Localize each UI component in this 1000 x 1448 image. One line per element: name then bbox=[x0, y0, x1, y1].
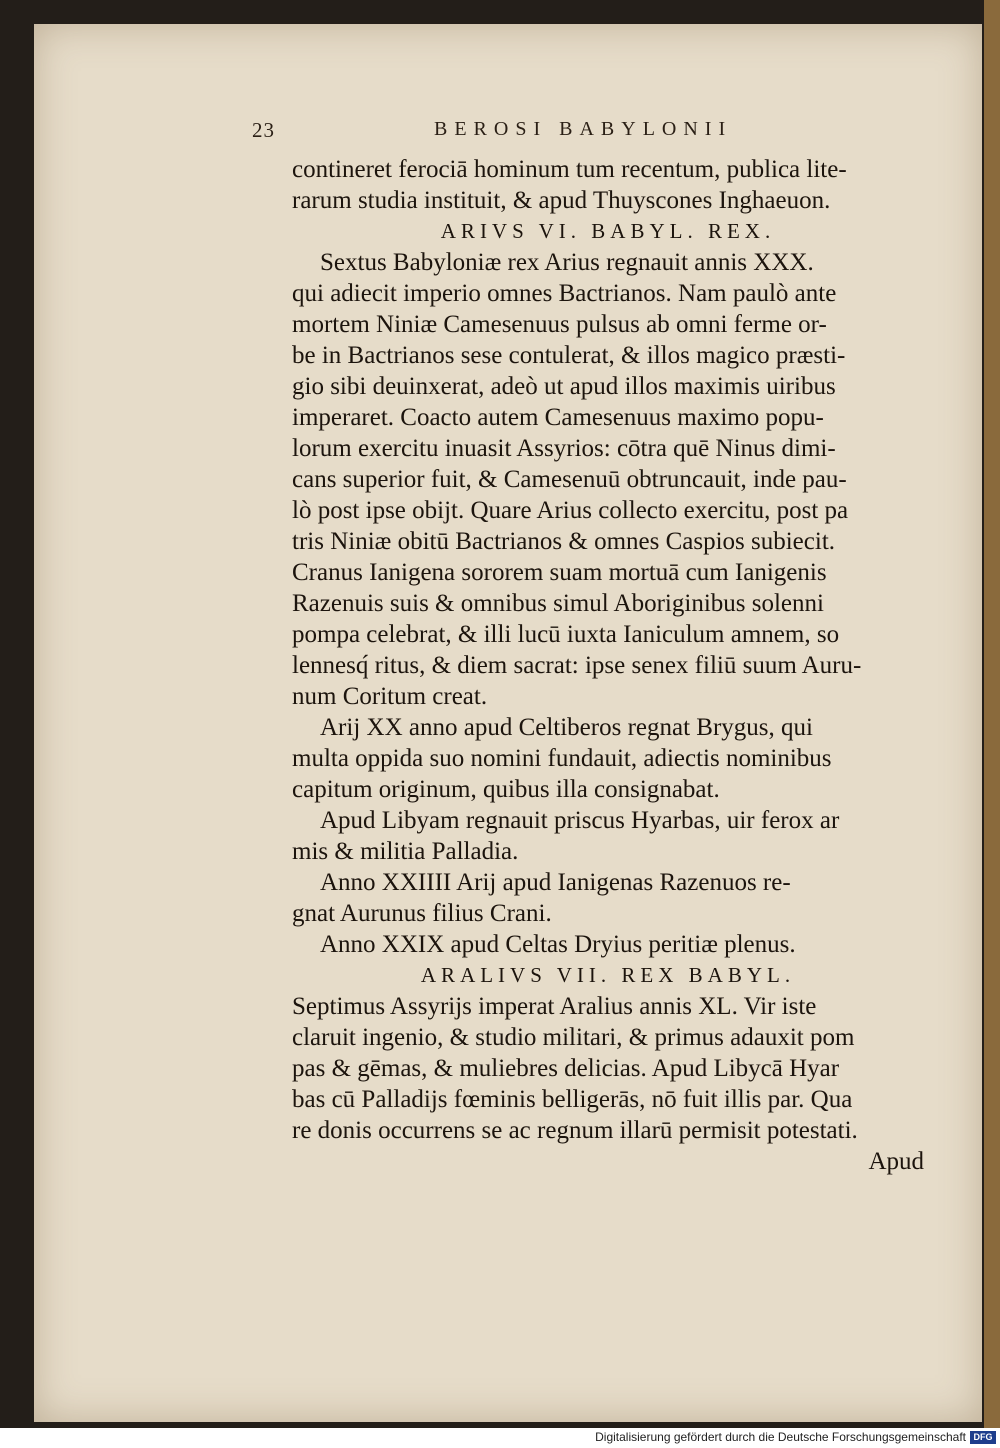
text-line: num Coritum creat. bbox=[292, 683, 488, 710]
text-block bbox=[292, 154, 924, 1177]
text-line: Razenuis suis & omnibus simul Aboriginibus solenni bbox=[292, 590, 824, 617]
text-line: capitum originum, quibus illa consignabat. bbox=[292, 776, 720, 803]
text-line: Septimus Assyrijs imperat Aralius annis XL. Vir iste bbox=[292, 993, 817, 1020]
text-line: mis & militia Palladia. bbox=[292, 838, 519, 865]
text-line: bas cū Palladijs fœminis belligerās, nō fuit illis par. Qua bbox=[292, 1086, 853, 1113]
text-line: pompa celebrat, & illi lucū iuxta Ianiculum amnem, so bbox=[292, 621, 840, 648]
text-line: tris Niniæ obitū Bactrianos & omnes Caspios subiecit. bbox=[292, 528, 836, 555]
text-line: gnat Aurunus filius Crani. bbox=[292, 900, 552, 927]
text-line: lennesq́ ritus, & diem sacrat: ipse senex filiū suum Auru- bbox=[292, 652, 862, 679]
section-heading: ARALIVS VII. REX BABYL. bbox=[420, 963, 796, 987]
catchword: Apud bbox=[868, 1148, 924, 1175]
text-line: imperaret. Coacto autem Camesenuus maximo popu- bbox=[292, 404, 824, 431]
text-line: Anno XXIIII Arij apud Ianigenas Razenuos re- bbox=[320, 869, 791, 896]
text-line: gio sibi deuinxerat, adeò ut apud illos maximis uiribus bbox=[292, 373, 836, 400]
text-line: claruit ingenio, & studio militari, & primus adauxit pom bbox=[292, 1024, 855, 1051]
funding-notice: Digitalisierung gefördert durch die Deutsche Forschungsgemeinschaft bbox=[595, 1430, 966, 1444]
page-edge bbox=[984, 0, 1000, 1428]
text-line: rarum studia instituit, & apud Thuyscones Inghaeuon. bbox=[292, 187, 831, 214]
footer-bar bbox=[0, 1428, 1000, 1448]
page-header bbox=[34, 116, 982, 156]
text-line: be in Bactrianos sese contulerat, & illos magico præsti- bbox=[292, 342, 846, 369]
section-heading: ARIVS VI. BABYL. REX. bbox=[440, 219, 776, 243]
dfg-logo: DFG bbox=[970, 1431, 996, 1444]
running-head: BEROSI BABYLONII bbox=[434, 118, 733, 140]
text-line: mortem Niniæ Camesenuus pulsus ab omni ferme or- bbox=[292, 311, 827, 338]
text-line: Arij XX anno apud Celtiberos regnat Brygus, qui bbox=[320, 714, 813, 741]
text-line: Sextus Babyloniæ rex Arius regnauit annis XXX. bbox=[320, 249, 814, 276]
text-line: pas & gēmas, & muliebres delicias. Apud Libycā Hyar bbox=[292, 1055, 840, 1082]
text-line: multa oppida suo nomini fundauit, adiectis nominibus bbox=[292, 745, 832, 772]
text-line: lorum exercitu inuasit Assyrios: cōtra quē Ninus dimi- bbox=[292, 435, 836, 462]
text-line: Anno XXIX apud Celtas Dryius peritiæ plenus. bbox=[320, 931, 796, 958]
text-line: Cranus Ianigena sororem suam mortuā cum Ianigenis bbox=[292, 559, 827, 586]
text-line: re donis occurrens se ac regnum illarū permisit potestati. bbox=[292, 1117, 858, 1144]
text-line: cans superior fuit, & Camesenuū obtruncauit, inde pau- bbox=[292, 466, 847, 493]
page-number: 23 bbox=[252, 118, 275, 142]
text-line: qui adiecit imperio omnes Bactrianos. Nam paulò ante bbox=[292, 280, 837, 307]
text-line: lò post ipse obijt. Quare Arius collecto exercitu, post pa bbox=[292, 497, 849, 524]
book-page bbox=[34, 24, 982, 1422]
text-line: Apud Libyam regnauit priscus Hyarbas, uir ferox ar bbox=[320, 807, 840, 834]
text-line: contineret ferociā hominum tum recentum, publica lite- bbox=[292, 156, 847, 183]
